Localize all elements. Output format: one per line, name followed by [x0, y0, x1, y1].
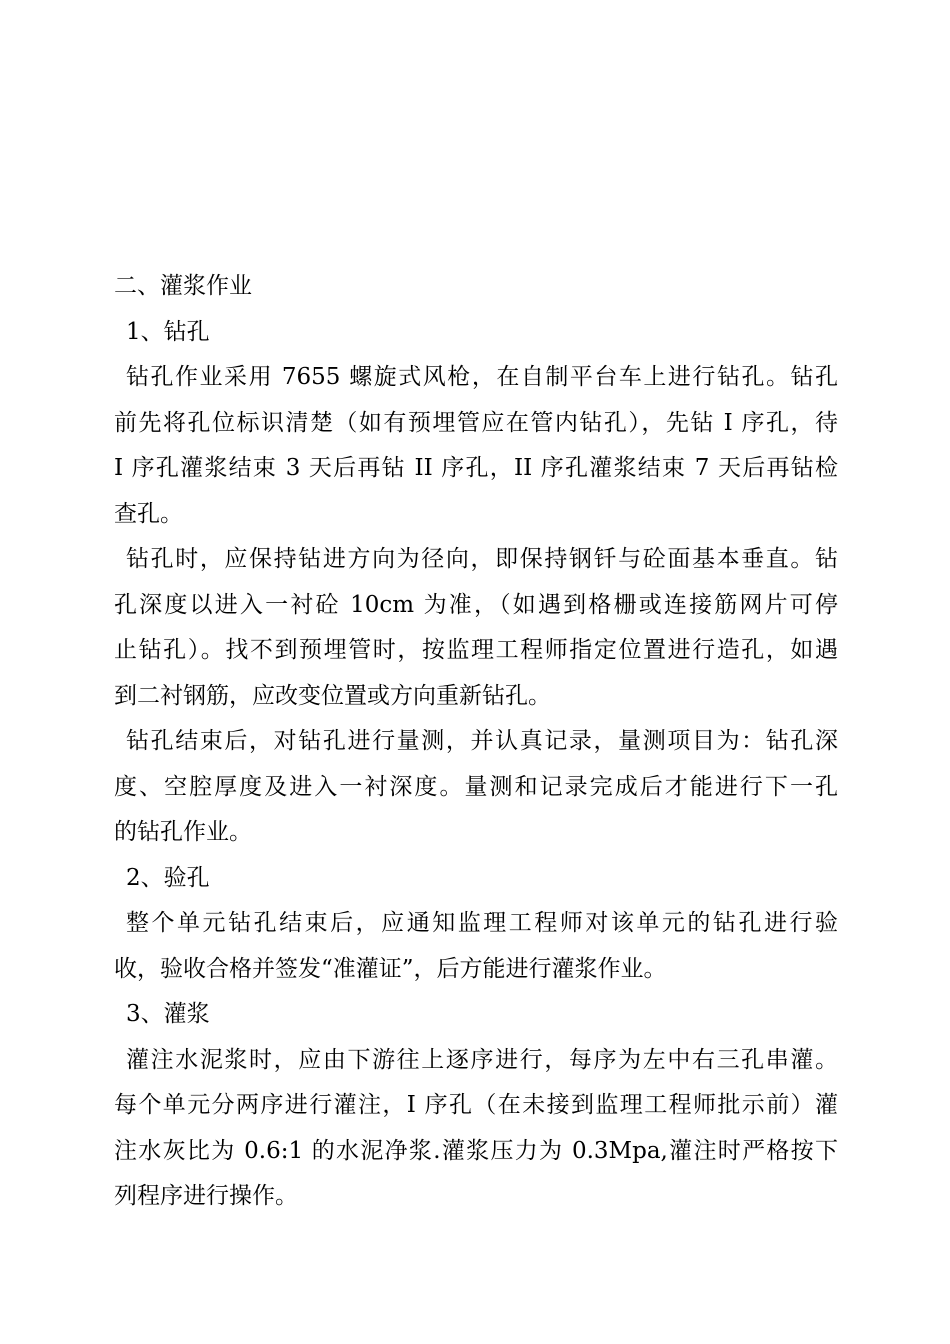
text-line: 灌注水泥浆时，应由下游往上逐序进行，每序为左中右三孔串灌。	[126, 1046, 838, 1073]
text-line: 钻孔作业采用 7655 螺旋式风枪，在自制平台车上进行钻孔。钻孔	[126, 364, 838, 390]
text-line: 注水灰比为 0.6:1 的水泥净浆.灌浆压力为 0.3Mpa,灌注时严格按下	[114, 1137, 838, 1164]
text-line: 孔深度以进入一衬砼 10cm 为准，（如遇到格栅或连接筋网片可停	[114, 591, 838, 618]
text-line: 每个单元分两序进行灌注，I 序孔（在未接到监理工程师批示前）灌	[114, 1092, 838, 1118]
subsection-heading-inspection: 2、验孔	[126, 864, 210, 891]
text-line: 到二衬钢筋，应改变位置或方向重新钻孔。	[114, 682, 551, 709]
paragraph	[114, 901, 838, 992]
text-line: 止钻孔）。找不到预埋管时，按监理工程师指定位置进行造孔，如遇	[114, 637, 838, 663]
subsection-heading-drilling: 1、钻孔	[126, 318, 210, 345]
text-line: I 序孔灌浆结束 3 天后再钻 II 序孔，II 序孔灌浆结束 7 天后再钻检	[114, 455, 838, 481]
text-line: 钻孔结束后，对钻孔进行量测，并认真记录，量测项目为：钻孔深	[126, 728, 838, 754]
text-line: 查孔。	[114, 500, 183, 527]
text-line: 钻孔时，应保持钻进方向为径向，即保持钢钎与砼面基本垂直。钻	[126, 546, 838, 572]
text-line: 收，验收合格并签发“准灌证”，后方能进行灌浆作业。	[114, 955, 667, 982]
paragraph	[114, 719, 838, 856]
subsection-heading-grouting: 3、灌浆	[126, 1001, 210, 1027]
document-body	[114, 264, 838, 1220]
text-line: 前先将孔位标识清楚（如有预埋管应在管内钻孔），先钻 I 序孔，待	[114, 409, 838, 436]
paragraph	[114, 537, 838, 719]
paragraph	[114, 355, 838, 537]
paragraph	[114, 1038, 838, 1220]
section-heading: 二、灌浆作业	[114, 273, 252, 299]
text-line: 整个单元钻孔结束后，应通知监理工程师对该单元的钻孔进行验	[126, 910, 838, 936]
text-line: 的钻孔作业。	[114, 819, 252, 845]
text-line: 度、空腔厚度及进入一衬深度。量测和记录完成后才能进行下一孔	[114, 773, 838, 800]
text-line: 列程序进行操作。	[114, 1183, 298, 1209]
